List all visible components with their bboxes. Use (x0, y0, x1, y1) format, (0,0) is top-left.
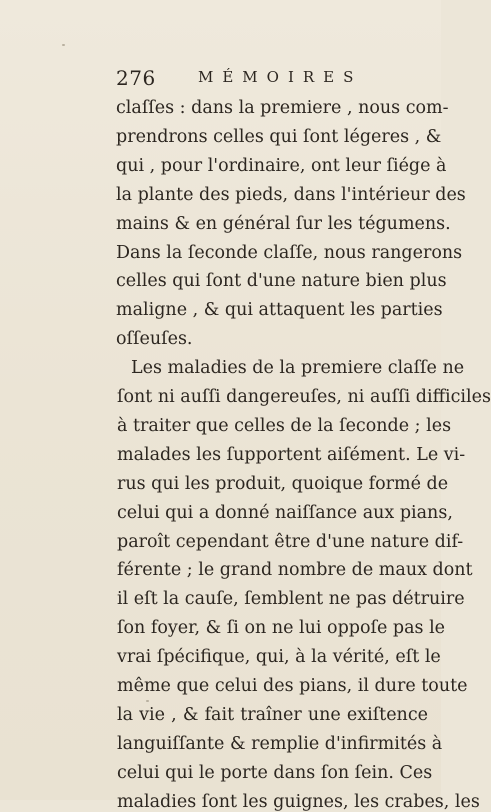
paper-speck (62, 44, 65, 46)
text-line: rus qui les produit, quoique formé de (117, 474, 449, 494)
paper-speck (146, 700, 149, 702)
text-line: vrai ſpécifique, qui, à la vérité, eſt le (117, 647, 441, 667)
running-title: MÉMOIRES (198, 68, 363, 86)
text-line: même que celui des pians, il dure toute (117, 676, 468, 696)
text-line: Les maladies de la premiere claſſe ne (131, 358, 465, 378)
text-line: oſſeuſes. (116, 329, 193, 349)
page-header (116, 66, 376, 92)
text-line: prendrons celles qui ſont légeres , & (116, 127, 442, 147)
text-line: paroît cependant être d'une nature dif- (117, 532, 464, 552)
text-line: Dans la ſeconde claſſe, nous rangerons (116, 243, 463, 263)
text-line: il eſt la cauſe, ſemblent ne pas détruire (117, 589, 465, 609)
page-number: 276 (116, 66, 156, 90)
text-line: mains & en général ſur les tégumens. (116, 214, 451, 234)
text-line: celui qui le porte dans ſon ſein. Ces (117, 763, 433, 783)
text-line: ſont ni auſſi dangereuſes, ni auſſi difficiles (117, 387, 491, 407)
text-line: la vie , & fait traîner une exiſtence (117, 705, 428, 725)
text-line: malades les ſupportent aiſément. Le vi- (117, 445, 466, 465)
text-line: qui , pour l'ordinaire, ont leur ſiége à (116, 156, 447, 176)
text-line: la plante des pieds, dans l'intérieur des (116, 185, 466, 205)
text-line: claſſes : dans la premiere , nous com- (116, 98, 449, 118)
text-line: languiſſante & remplie d'infirmités à (117, 734, 443, 754)
text-line: ſon foyer, & ſi on ne lui oppoſe pas le (117, 618, 446, 638)
text-line: maladies ſont les guignes, les crabes, les (117, 792, 480, 812)
text-line: férente ; le grand nombre de maux dont (117, 560, 473, 580)
text-line: à traiter que celles de la ſeconde ; les (117, 416, 452, 436)
text-line: celui qui a donné naiſſance aux pians, (117, 503, 453, 523)
text-line: celles qui ſont d'une nature bien plus (116, 271, 447, 291)
text-line: maligne , & qui attaquent les parties (116, 300, 443, 320)
